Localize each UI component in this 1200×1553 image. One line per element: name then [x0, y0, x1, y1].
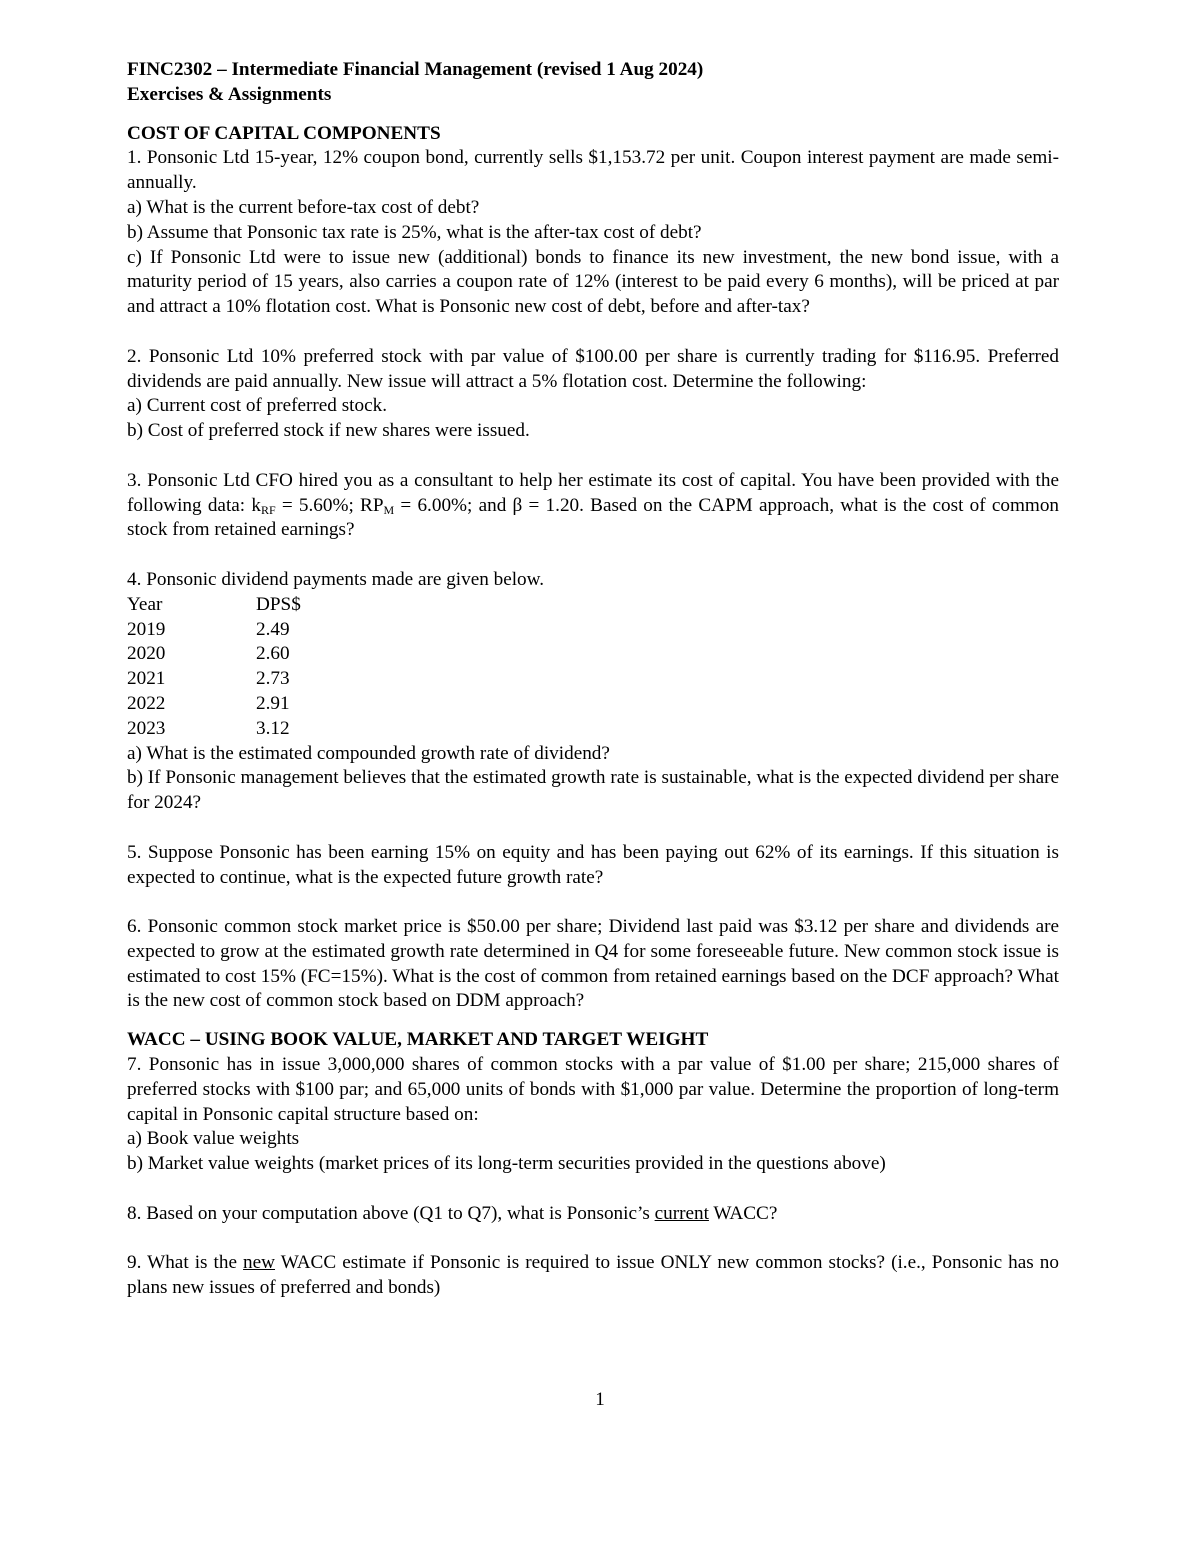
question-1b: b) Assume that Ponsonic tax rate is 25%, what is the after-tax cost of debt?	[127, 221, 702, 243]
question-2: 2. Ponsonic Ltd 10% preferred stock with par value of $100.00 per share is currently trading for $116.95. Preferred dividends are paid annually. New issue will attract a 5% flotation cost. Determine the following:	[127, 345, 1059, 392]
question-7: 7. Ponsonic has in issue 3,000,000 shares of common stocks with a par value of $1.00 per share; 215,000 shares of preferred stocks with $100 par; and 65,000 units of bonds with $1,000 par value. Determine the proportion of long-term capital in Ponsonic capital structure based on:	[127, 1054, 1059, 1125]
question-6: 6. Ponsonic common stock market price is $50.00 per share; Dividend last paid was $3.12 per share and dividends are expected to grow at the estimated growth rate determined in Q4 for some foreseeable future. New common stock issue is estimated to cost 15% (FC=15%). What is the cost of common from retained earnings based on the DCF approach? What is the new cost of common stock based on DDM approach?	[127, 916, 1059, 1012]
section-heading-cost-of-capital: COST OF CAPITAL COMPONENTS	[127, 122, 441, 144]
question-3-text-mid: = 5.60%; RP	[275, 494, 384, 516]
question-7a: a) Book value weights	[127, 1128, 300, 1150]
question-9	[127, 1251, 1059, 1301]
table-header-year: Year	[127, 593, 163, 615]
course-title: FINC2302 – Intermediate Financial Management (revised 1 Aug 2024)	[127, 59, 704, 80]
question-3-text-start: 3. Ponsonic Ltd CFO hired you as a consultant to help her estimate its cost of capital. You have been provided with the following data: k	[127, 469, 1059, 516]
document-page	[127, 58, 1059, 1301]
question-9-text-end: WACC estimate if Ponsonic is required to issue ONLY new common stocks? (i.e., Ponsonic has no plans new issues of preferred and bonds)	[127, 1252, 1059, 1299]
table-cell-year: 2023	[127, 717, 166, 739]
question-4a: a) What is the estimated compounded growth rate of dividend?	[127, 742, 610, 764]
question-1a: a) What is the current before-tax cost of debt?	[127, 196, 480, 218]
question-8	[127, 1202, 1059, 1227]
question-3	[127, 469, 1059, 543]
page-number: 1	[595, 1389, 605, 1410]
table-cell-year: 2019	[127, 618, 166, 640]
question-4b: b) If Ponsonic management believes that the estimated growth rate is sustainable, what is the expected dividend per share for 2024?	[127, 767, 1059, 814]
table-header-dps: DPS$	[256, 593, 301, 615]
question-3-text-end: = 6.00%; and β = 1.20. Based on the CAPM approach, what is the cost of common stock from retained earnings?	[127, 494, 1060, 541]
underlined-new: new	[243, 1252, 276, 1274]
question-2b: b) Cost of preferred stock if new shares were issued.	[127, 420, 530, 442]
document-subtitle: Exercises & Assignments	[127, 83, 332, 105]
dividend-table	[127, 593, 1059, 742]
subscript-m: M	[383, 502, 395, 517]
question-1c: c) If Ponsonic Ltd were to issue new (additional) bonds to finance its new investment, the new bond issue, with a maturity period of 15 years, also carries a coupon rate of 12% (interest to be paid every 6 months), will be priced at par and attract a 10% flotation cost. What is Ponsonic new cost of debt, before and after-tax?	[127, 246, 1059, 318]
question-7b: b) Market value weights (market prices of its long-term securities provided in the questions above)	[127, 1153, 886, 1175]
question-5: 5. Suppose Ponsonic has been earning 15% on equity and has been paying out 62% of its earnings. If this situation is expected to continue, what is the expected future growth rate?	[127, 841, 1059, 888]
question-4: 4. Ponsonic dividend payments made are given below.	[127, 568, 545, 590]
question-8-text-start: 8. Based on your computation above (Q1 to Q7), what is Ponsonic’s	[127, 1202, 655, 1224]
question-1: 1. Ponsonic Ltd 15-year, 12% coupon bond, currently sells $1,153.72 per unit. Coupon interest payment are made semi-annually.	[127, 147, 1059, 194]
table-cell-dps: 2.49	[256, 618, 290, 640]
table-cell-year: 2020	[127, 643, 166, 665]
question-2a: a) Current cost of preferred stock.	[127, 395, 387, 417]
table-cell-dps: 3.12	[256, 717, 290, 739]
table-cell-dps: 2.60	[256, 643, 290, 665]
section-heading-wacc: WACC – USING BOOK VALUE, MARKET AND TARGET WEIGHT	[127, 1029, 709, 1051]
table-cell-year: 2022	[127, 692, 166, 714]
table-cell-dps: 2.91	[256, 692, 290, 714]
subscript-rf: RF	[260, 502, 276, 517]
underlined-current: current	[654, 1202, 709, 1224]
table-cell-dps: 2.73	[256, 668, 290, 690]
table-cell-year: 2021	[127, 668, 166, 690]
question-9-text-start: 9. What is the	[127, 1252, 244, 1274]
question-8-text-end: WACC?	[708, 1202, 778, 1224]
